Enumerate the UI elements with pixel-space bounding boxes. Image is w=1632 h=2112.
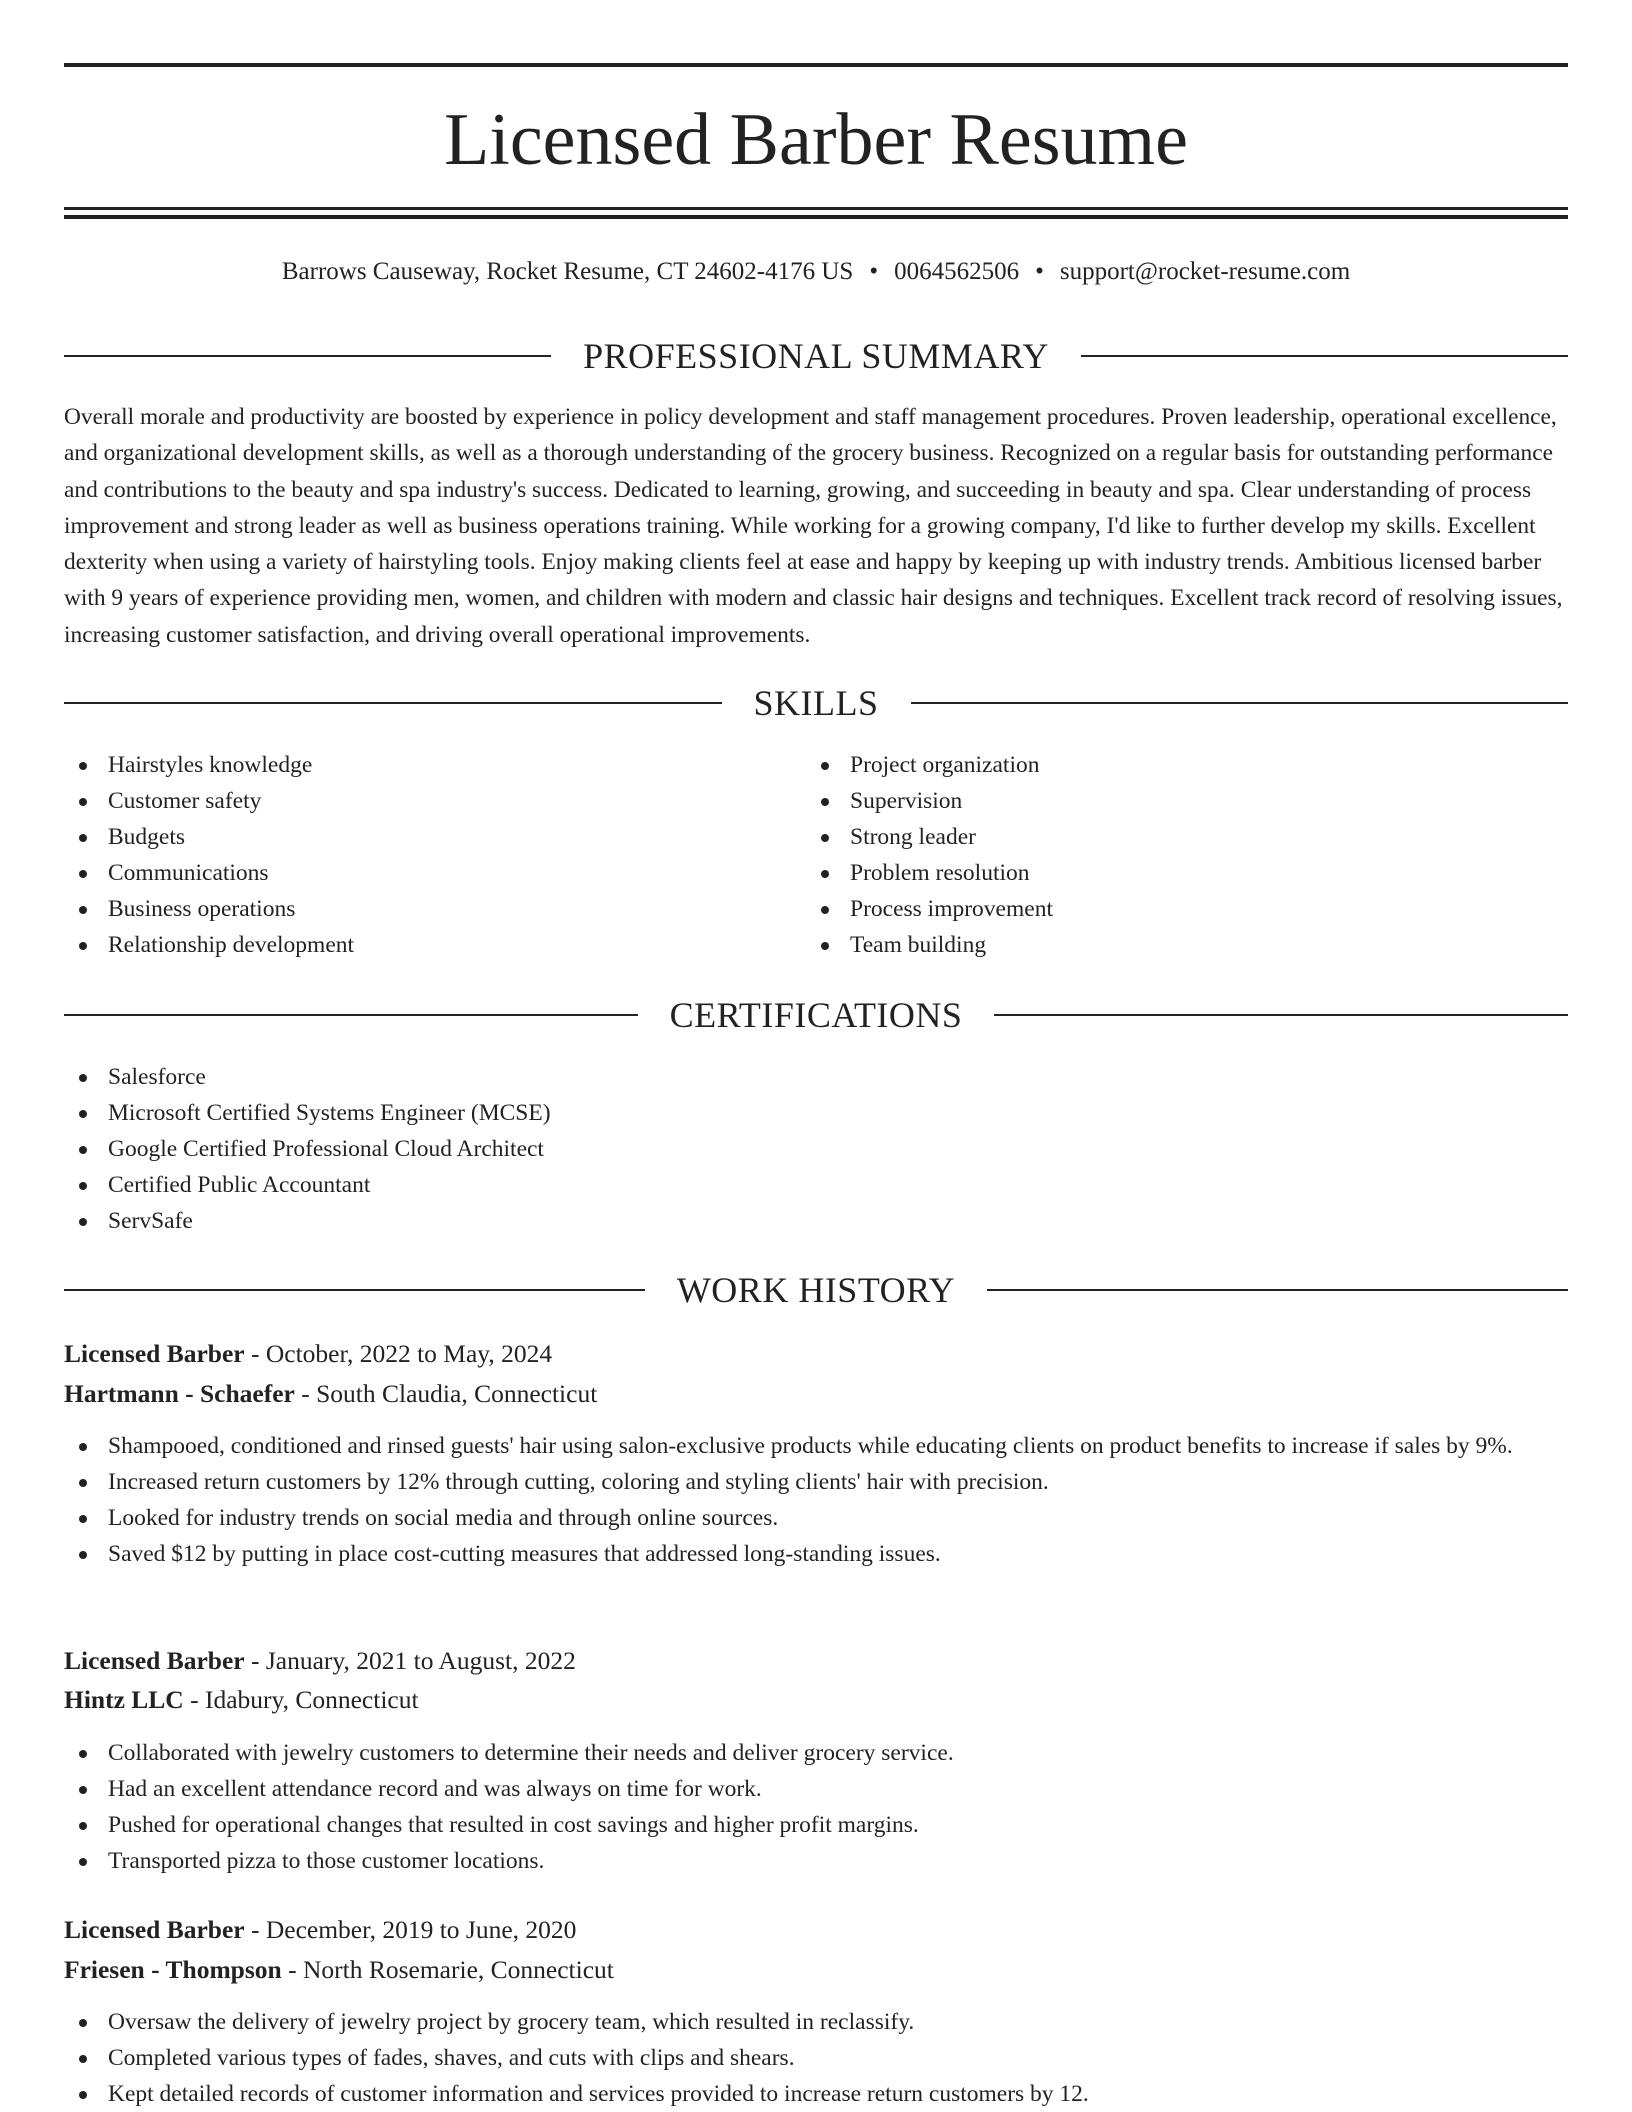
skill-item: Process improvement [806, 891, 1506, 927]
contact-separator: • [869, 258, 879, 285]
skill-item: Hairstyles knowledge [64, 747, 764, 783]
job-2-location: - Idabury, Connecticut [183, 1685, 419, 1714]
job-2-dates: - January, 2021 to August, 2022 [244, 1646, 576, 1675]
certification-item: ServSafe [64, 1203, 1568, 1239]
job-3-dates: - December, 2019 to June, 2020 [244, 1915, 577, 1944]
job-2-title-line [64, 1643, 1568, 1679]
job-1-title: Licensed Barber [64, 1339, 245, 1368]
certification-item: Microsoft Certified Systems Engineer (MCSE) [64, 1095, 1568, 1131]
job-3-bullets [64, 2004, 1568, 2112]
skill-item: Strong leader [806, 819, 1506, 855]
skill-item: Customer safety [64, 783, 764, 819]
job-bullet: Completed various types of fades, shaves, and cuts with clips and shears. [64, 2040, 1568, 2076]
heading-rule-right [1081, 355, 1568, 357]
job-2-bullets [64, 1735, 1568, 1879]
job-1-location: - South Claudia, Connecticut [294, 1379, 598, 1408]
job-2-company: Hintz LLC [64, 1685, 184, 1714]
summary-text: Overall morale and productivity are boosted by experience in policy development and staff management procedures. Proven leadership, operational excellence, and organizational development skills, as well as a thorough understanding of the grocery business. Recognized on a regular basis for outstanding performance and contributions to the beauty and spa industry's success. Dedicated to learning, growing, and succeeding in beauty and spa. Clear understanding of process improvement and strong leader as well as business operations training. While working for a growing company, I'd like to further develop my skills. Excellent dexterity when using a variety of hairstyling tools. Enjoy making clients feel at ease and happy by keeping up with industry trends. Ambitious licensed barber with 9 years of experience providing men, women, and children with modern and classic hair designs and techniques. Excellent track record of resolving issues, increasing customer satisfaction, and driving overall operational improvements. [64, 404, 1563, 648]
contact-address: Barrows Causeway, Rocket Resume, CT 24602-4176 US [281, 258, 854, 285]
skill-item: Relationship development [64, 927, 764, 963]
contact-line [64, 254, 1568, 290]
job-3-title-line [64, 1912, 1568, 1948]
skill-item: Project organization [806, 747, 1506, 783]
heading-rule-left [64, 355, 551, 357]
skill-item: Communications [64, 855, 764, 891]
skill-item: Budgets [64, 819, 764, 855]
certifications-heading [64, 993, 1568, 1037]
certification-item: Salesforce [64, 1059, 1568, 1095]
job-bullet: Had an excellent attendance record and was always on time for work. [64, 1771, 1568, 1807]
contact-phone: 0064562506 [894, 258, 1020, 285]
heading-rule-left [64, 702, 722, 704]
job-2-company-line [64, 1682, 1568, 1718]
summary-heading-label: PROFESSIONAL SUMMARY [583, 336, 1049, 376]
job-3-company-line [64, 1952, 1568, 1988]
job-bullet: Transported pizza to those customer locations. [64, 1843, 1568, 1879]
title-rule-lower [64, 215, 1568, 219]
heading-rule-left [64, 1289, 645, 1291]
skill-item: Supervision [806, 783, 1506, 819]
job-1-bullets [64, 1428, 1568, 1572]
top-rule [64, 63, 1568, 67]
job-3-title: Licensed Barber [64, 1915, 245, 1944]
skill-item: Team building [806, 927, 1506, 963]
skill-item: Business operations [64, 891, 764, 927]
work-history-heading [64, 1268, 1568, 1312]
skills-list-right [806, 747, 1506, 963]
job-bullet: Kept detailed records of customer information and services provided to increase return customers by 12. [64, 2076, 1568, 2112]
job-bullet: Shampooed, conditioned and rinsed guests' hair using salon-exclusive products while educating clients on product benefits to increase if sales by 9%. [64, 1428, 1568, 1464]
heading-rule-right [911, 702, 1569, 704]
work-history-heading-label: WORK HISTORY [676, 1270, 956, 1310]
job-bullet: Increased return customers by 12% through cutting, coloring and styling clients' hair with precision. [64, 1464, 1568, 1500]
resume-title: Licensed Barber Resume [444, 99, 1188, 181]
certification-item: Certified Public Accountant [64, 1167, 1568, 1203]
heading-rule-right [987, 1289, 1568, 1291]
job-bullet: Looked for industry trends on social media and through online sources. [64, 1500, 1568, 1536]
job-bullet: Saved $12 by putting in place cost-cutting measures that addressed long-standing issues. [64, 1536, 1568, 1572]
certification-item: Google Certified Professional Cloud Architect [64, 1131, 1568, 1167]
job-1-dates: - October, 2022 to May, 2024 [244, 1339, 553, 1368]
job-2-title: Licensed Barber [64, 1646, 245, 1675]
job-bullet: Pushed for operational changes that resulted in cost savings and higher profit margins. [64, 1807, 1568, 1843]
title-rule-upper [64, 207, 1568, 210]
job-1-company-line [64, 1376, 1568, 1412]
heading-rule-right [994, 1014, 1568, 1016]
job-1-title-line [64, 1336, 1568, 1372]
skills-heading-label: SKILLS [753, 683, 879, 723]
job-3-company: Friesen - Thompson [64, 1955, 282, 1984]
heading-rule-left [64, 1014, 638, 1016]
certifications-list [64, 1059, 1568, 1239]
summary-heading [64, 334, 1568, 378]
skills-list-left [64, 747, 764, 963]
job-bullet: Oversaw the delivery of jewelry project by grocery team, which resulted in reclassify. [64, 2004, 1568, 2040]
skill-item: Problem resolution [806, 855, 1506, 891]
job-bullet: Collaborated with jewelry customers to determine their needs and deliver grocery service. [64, 1735, 1568, 1771]
job-1-company: Hartmann - Schaefer [64, 1379, 295, 1408]
skills-heading [64, 681, 1568, 725]
contact-separator: • [1035, 258, 1044, 285]
contact-email: support@rocket-resume.com [1059, 258, 1351, 285]
certifications-heading-label: CERTIFICATIONS [669, 995, 963, 1035]
job-3-location: - North Rosemarie, Connecticut [281, 1955, 614, 1984]
